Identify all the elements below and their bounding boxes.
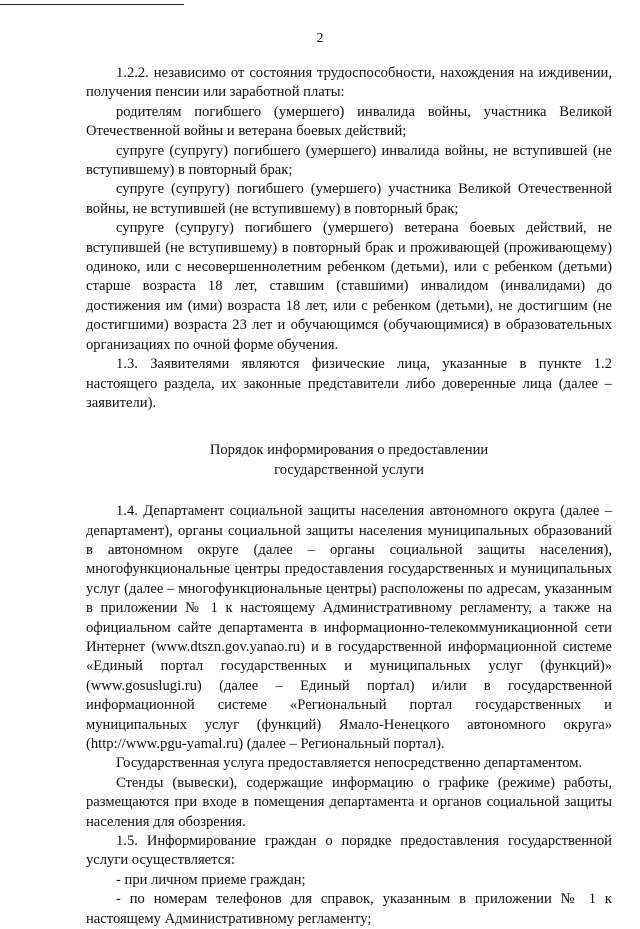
- paragraph-parents: родителям погибшего (умершего) инвалида войны, участника Великой Отечественной войны и ветерана боевых действий;: [86, 103, 612, 140]
- paragraph-spouse-invalid: супруге (супругу) погибшего (умершего) инвалида войны, не вступившей (не вступившему) в повторный брак;: [86, 142, 612, 179]
- header-rule: [0, 4, 184, 5]
- paragraph-service-provided: Государственная услуга предоставляется непосредственно департаментом.: [116, 755, 583, 772]
- section-heading-line-1: Порядок информирования о предоставлении: [209, 442, 489, 459]
- page-number: 2: [316, 31, 324, 46]
- paragraph-stands: Стенды (вывески), содержащие информацию о графике (режиме) работы, размещаются при входе в помещения департамента и органов социальной защиты населения для обозрения.: [86, 774, 612, 830]
- paragraph-1-2-2: 1.2.2. независимо от состояния трудоспособности, нахождения на иждивении, получения пенсии или заработной платы:: [86, 65, 612, 101]
- paragraph-1-5: 1.5. Информирование граждан о порядке предоставления государственной услуги осуществляется:: [86, 833, 612, 869]
- paragraph-spouse-participant: супруге (супругу) погибшего (умершего) участника Великой Отечественной войны, не вступившей (не вступившему) в повторный брак;: [86, 181, 612, 217]
- list-item-phone-numbers: - по номерам телефонов для справок, указанным в приложении № 1 к настоящему Административному регламенту;: [86, 891, 612, 927]
- paragraph-1-3: 1.3. Заявителями являются физические лица, указанные в пункте 1.2 настоящего раздела, их законные представители либо доверенные лица (далее – заявители).: [86, 356, 612, 411]
- paragraph-spouse-veteran: супруге (супругу) погибшего (умершего) ветерана боевых действий, не вступившей (не вступившему) в повторный брак и проживающей (проживающему) одиноко, или с несовершеннолетним ребенком (детьми), или с ребенком (детьми) старше возраста 18 лет, ставшим (ставшими) инвалидом (инвалидами) до достижения им (ими) возраста 18 лет, или с ребенком (детьми), не достигшим (не достигшими) возраста 23 лет и обучающимся (обучающимися) в образовательных организациях по очной форме обучения.: [86, 220, 612, 353]
- section-heading-line-2: государственной услуги: [274, 461, 424, 478]
- list-item-personal-reception: - при личном приеме граждан;: [116, 871, 306, 888]
- document-body: [86, 64, 612, 929]
- paragraph-1-4: 1.4. Департамент социальной защиты населения автономного округа (далее – департамент), органы социальной защиты населения муниципальных образований в автономном округе (далее – органы социальной защиты населения), многофункциональные центры предоставления государственных и муниципальных услуг (далее – многофункциональные центры) расположены по адресам, указанным в приложении № 1 к настоящему Административному регламенту, а также на официальном сайте департамента в информационно-телекоммуникационной сети Интернет (www.dtszn.gov.yanao.ru) и в государственной информационной системе «Единый портал государственных и муниципальных услуг (функций)» (www.gosuslugi.ru) (далее – Единый портал) и/или в государственной информационной системе «Региональный портал государственных и муниципальных услуг (функций) Ямало-Ненецкого автономного округа» (http://www.pgu-yamal.ru) (далее – Региональный портал).: [86, 503, 612, 752]
